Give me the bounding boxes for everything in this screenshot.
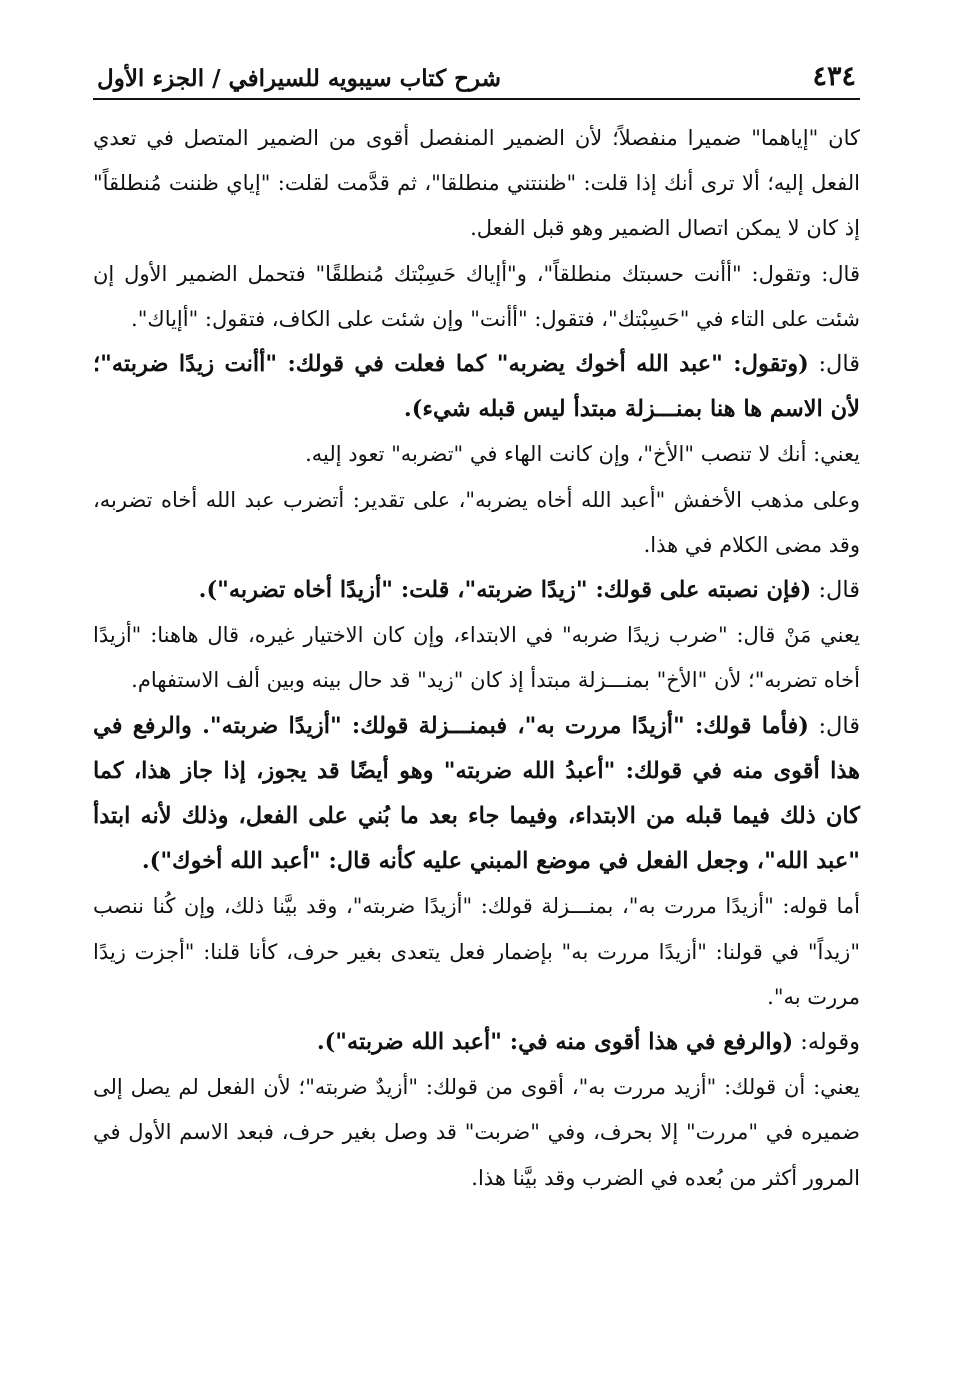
paragraph-4 <box>93 432 860 477</box>
paragraph-text: يعني: أن قولك: "أزيد مررت به"، أقوى من قولك: "أزيدٌ ضربته"؛ لأن الفعل لم يصل إلى ضميره في "مررت" إلا بحرف، وفي "ضربت" قد وصل بغير حرف، فبعد الاسم الأول في المرور أكثر من بُعده في الضرب وقد بيَّنا هذا. <box>93 1075 860 1190</box>
paragraph-text: يعني: أنك لا تنصب "الأخ"، وإن كانت الهاء في "تضربه" تعود إليه. <box>305 442 860 467</box>
paragraph-lead: قال: <box>808 351 860 378</box>
paragraph-lead: وقوله: <box>793 1029 860 1056</box>
paragraph-text: يعني مَنْ قال: "ضرب زيدًا ضربه" في الابتداء، وإن كان الاختيار غيره، قال هاهنا: "أزيدًا أخاه تضربه"؛ لأن "الأخ" بمنـــزلة مبتدأ إذ كان "زيد" قد حال بينه وبين ألف الاستفهام. <box>93 623 860 693</box>
paragraph-2 <box>93 252 860 342</box>
quoted-paragraph-3 <box>93 342 860 432</box>
quoted-text: (وتقول: "عبد الله أخوك يضربه" كما فعلت في قولك: "أأنت زيدًا ضربته"؛ لأن الاسم ها هنا بمنـــزلة مبتدأ ليس قبله شيء). <box>93 351 860 423</box>
quoted-paragraph-8 <box>93 704 860 885</box>
quoted-text: (فأما قولك: "أزيدًا مررت به"، فبمنـــزلة قولك: "أزيدًا ضربته". والرفع في هذا أقوى منه في قولك: "أعبدُ الله ضربته" وهو أيضًا قد يجوز، إذا جاز هذا، كما كان ذلك فيما قبله من الابتداء، وفيما جاء بعد ما بُني على الفعل، وذلك لأنه ابتدأ "عبد الله"، وجعل الفعل في موضع المبني عليه كأنه قال: "أعبد الله أخوك"). <box>93 712 860 875</box>
page-body <box>93 116 860 1201</box>
quoted-paragraph-6 <box>93 568 860 613</box>
paragraph-1 <box>93 116 860 252</box>
paragraph-5 <box>93 478 860 568</box>
paragraph-9 <box>93 884 860 1020</box>
paragraph-text: وعلى مذهب الأخفش "أعبد الله أخاه يضربه"، على تقدير: أتضرب عبد الله أخاه تضربه، وقد مضى الكلام في هذا. <box>93 487 860 557</box>
paragraph-text: أما قوله: "أزيدًا مررت به"، بمنـــزلة قولك: "أزيدًا ضربته"، وقد بيَّنا ذلك، وإن كُنا ننصب "زيداً" في قولنا: "أزيدًا مررت به" بإضمار فعل يتعدى بغير حرف، كأنا قلنا: "أجزت زيدًا مررت به". <box>93 894 860 1009</box>
paragraph-lead: قال: <box>811 577 860 604</box>
page-number: ٤٣٤ <box>812 61 856 92</box>
quoted-text: (فإن نصبته على قولك: "زيدًا ضربته"، قلت: "أزيدًا أخاه تضربه"). <box>198 577 812 604</box>
quoted-paragraph-10 <box>93 1020 860 1065</box>
paragraph-7 <box>93 613 860 703</box>
paragraph-text: قال: وتقول: "أأنت حسبتك منطلقاً"، و"أإياك حَسِبْتك مُنطلقًا" فتحمل الضمير الأول إن شئت على التاء في "حَسِبْتك"، فتقول: "أأنت" وإن شئت على الكاف، فتقول: "أإياك". <box>93 261 860 331</box>
page-header <box>93 52 860 100</box>
quoted-text: (والرفع في هذا أقوى منه في: "أعبد الله ضربته"). <box>316 1029 794 1056</box>
paragraph-lead: قال: <box>808 712 860 739</box>
paragraph-11 <box>93 1065 860 1201</box>
paragraph-text: كان "إياهما" ضميرا منفصلاً؛ لأن الضمير المنفصل أقوى من الضمير المتصل في تعدي الفعل إليه؛ ألا ترى أنك إذا قلت: "ظننتني منطلقا"، ثم قدَّمت لقلت: "إياي ظننت مُنطلقاً" إذ كان لا يمكن اتصال الضمير وهو قبل الفعل. <box>93 126 860 241</box>
running-title: شرح كتاب سيبويه للسيرافي / الجزء الأول <box>97 65 501 92</box>
